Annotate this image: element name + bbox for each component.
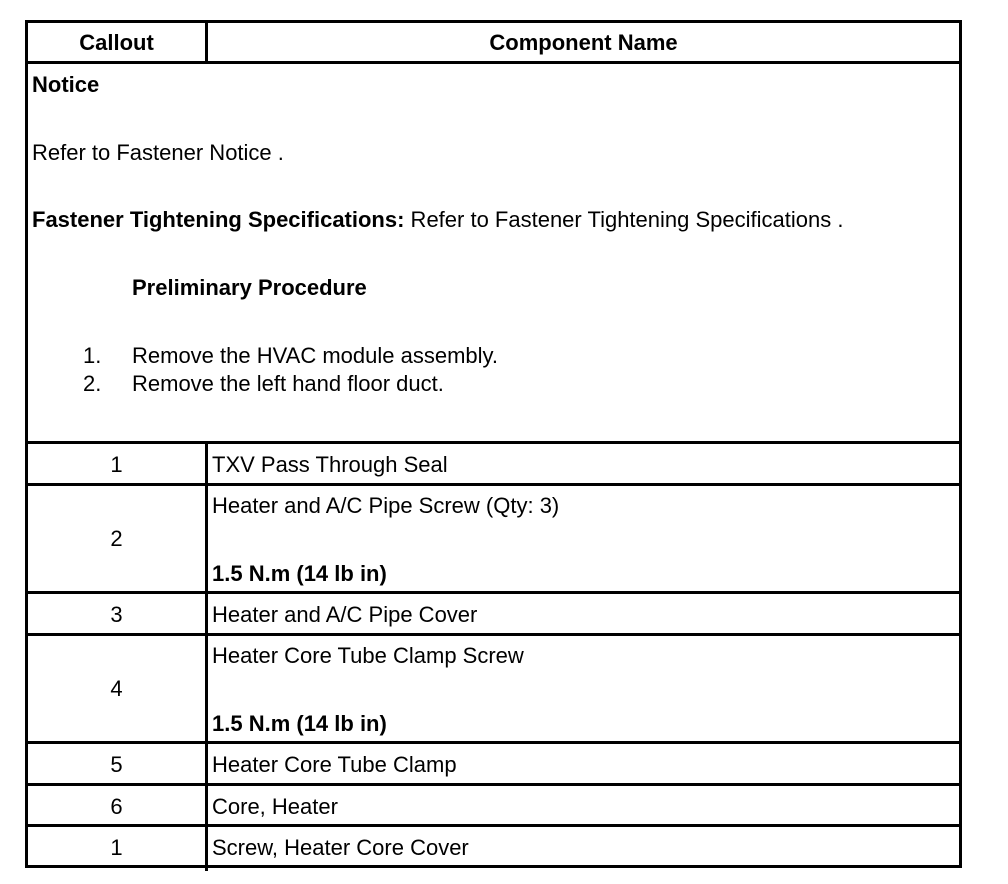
step-number: 1. — [83, 343, 102, 368]
spec-text: Refer to Fastener Tightening Specifications . — [404, 207, 844, 232]
notice-title: Notice — [32, 72, 100, 97]
divider — [28, 824, 959, 827]
row-callout: 3 — [110, 602, 123, 627]
row-component-name: Screw, Heater Core Cover — [212, 835, 469, 860]
header-callout: Callout — [79, 30, 154, 55]
row-component-name: Heater and A/C Pipe Cover — [212, 602, 478, 627]
preliminary-title: Preliminary Procedure — [132, 275, 367, 300]
row-component-name: Heater Core Tube Clamp Screw — [212, 643, 524, 668]
step-text: Remove the HVAC module assembly. — [132, 343, 498, 368]
divider — [28, 61, 959, 64]
divider — [28, 741, 959, 744]
fastener-spec-line — [32, 207, 843, 233]
row-callout: 1 — [110, 452, 123, 477]
divider — [205, 441, 208, 871]
divider — [28, 591, 959, 594]
row-callout: 6 — [110, 794, 123, 819]
spec-label: Fastener Tightening Specifications: — [32, 207, 405, 232]
header-component-name: Component Name — [489, 30, 678, 55]
row-callout: 2 — [110, 526, 123, 551]
notice-refer: Refer to Fastener Notice . — [32, 140, 284, 165]
row-callout: 4 — [110, 676, 123, 701]
row-component-name: TXV Pass Through Seal — [212, 452, 448, 477]
row-component-name: Heater and A/C Pipe Screw (Qty: 3) — [212, 493, 560, 518]
step-text: Remove the left hand floor duct. — [132, 371, 444, 396]
components-table — [25, 20, 962, 868]
divider — [28, 441, 959, 444]
row-component-name: Core, Heater — [212, 794, 338, 819]
row-callout: 5 — [110, 752, 123, 777]
divider — [28, 783, 959, 786]
row-torque-spec: 1.5 N.m (14 lb in) — [212, 711, 387, 736]
row-torque-spec: 1.5 N.m (14 lb in) — [212, 561, 387, 586]
divider — [28, 633, 959, 636]
row-component-name: Heater Core Tube Clamp — [212, 752, 457, 777]
step-number: 2. — [83, 371, 102, 396]
row-callout: 1 — [110, 835, 123, 860]
divider — [28, 483, 959, 486]
